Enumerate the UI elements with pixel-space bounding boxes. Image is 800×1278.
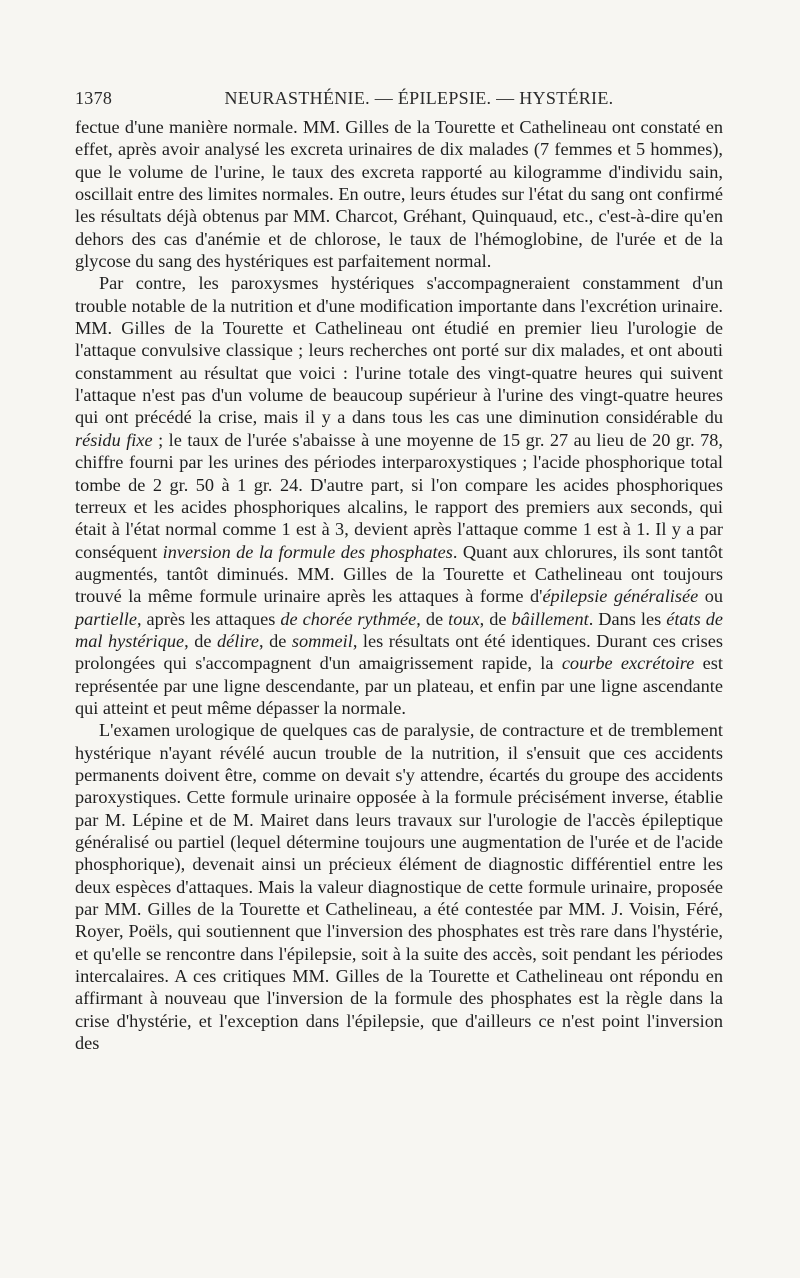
text-run: L'examen urologique de quelques cas de paralysie, de contracture et de tremblement hystérique n'ayant révélé aucun trouble de la nutrition, il s'ensuit que ces accidents permanents doivent être, comme on devait s'y attendre, écartés du groupe des accidents paroxystiques. Cette formule urinaire opposée à la formule précisément inverse, établie par M. Lépine et de M. Mairet dans leurs travaux sur l'urologie de l'accès épileptique généralisé ou partiel (lequel détermine toujours une augmentation de l'urée et de l'acide phosphorique), devenait ainsi un précieux élément de diagnostic différentiel entre les deux espèces d'attaques. Mais la valeur diagnostique de cette formule urinaire, proposée par MM. Gilles de la Tourette et Cathelineau, a été contestée par MM. J. Voisin, Féré, Royer, Poëls, qui soutiennent que l'inversion des phosphates est très rare dans l'hystérie, et qu'elle se rencontre dans l'épilepsie, soit à la suite des accès, soit pendant les périodes intercalaires. A ces critiques MM. Gilles de la Tourette et Cathelineau ont répondu en affirmant à nouveau que l'inversion de la formule des phosphates est la règle dans la crise d'hystérie, et l'exception dans l'épilepsie, que d'ailleurs ce n'est point l'inversion des (75, 720, 723, 1054)
italic-term: de chorée rythmée (280, 608, 417, 629)
italic-term: sommeil (291, 630, 353, 651)
body-text (75, 116, 723, 1054)
text-run: , de (479, 608, 512, 629)
text-run: fectue d'une manière normale. MM. Gilles de la Tourette et Cathelineau ont constaté en effet, après avoir analysé les excreta urinaires de dix malades (7 femmes et 5 hommes), que le volume de l'urine, le taux des excreta rapporté au kilogramme d'individu sain, oscillait entre des limites normales. En outre, leurs études sur l'état du sang ont confirmé les résultats déjà obtenus par MM. Charcot, Gréhant, Quinquaud, etc., c'est-à-dire qu'en dehors des cas d'anémie et de chlorose, le taux de l'hémoglobine, de l'urée et de la glycose du sang des hystériques est parfaitement normal. (75, 117, 723, 272)
paragraph (75, 116, 723, 272)
italic-term: états de mal hystérique (75, 608, 724, 651)
running-head (75, 88, 723, 114)
paragraph (75, 272, 723, 719)
italic-term: courbe excrétoire (561, 653, 695, 674)
text-run: , de (258, 630, 292, 651)
text-run: . Quant aux chlorures, ils sont tantôt augmentés, tantôt diminués. MM. Gilles de la Tourette et Cathelineau ont toujours trouvé la même formule urinaire après les attaques à forme d' (75, 541, 723, 607)
text-run: Par contre, les paroxysmes hystériques s'accompagneraient constamment d'un trouble notable de la nutrition et d'une modification importante dans l'excrétion urinaire. MM. Gilles de la Tourette et Cathelineau ont étudié en premier lieu l'urologie de l'attaque convulsive classique ; leurs recherches ont porté sur dix malades, et ont abouti constamment au résultat que voici : l'urine totale des vingt-quatre heures qui suivent l'attaque n'est pas d'un volume de beaucoup supérieur à l'urine des vingt-quatre heures qui ont précédé la crise, mais il y a dans tous les cas une diminution considérable du (75, 273, 723, 428)
italic-term: inversion de la formule des phosphates (162, 541, 453, 562)
italic-term: partielle (75, 608, 137, 629)
running-title: NEURASTHÉNIE. — ÉPILEPSIE. — HYSTÉRIE. (224, 88, 614, 108)
italic-term: bâillement (511, 608, 589, 629)
italic-term: délire (217, 630, 259, 651)
paragraph (75, 719, 723, 1054)
italic-term: résidu fixe (75, 429, 153, 450)
text-run: est représentée par une ligne descendante, par un plateau, et enfin par une ligne ascendante qui atteint et peut même dépasser la normale. (75, 653, 723, 718)
text-run: , les résultats ont été identiques. Durant ces crises prolongées qui s'accompagnent d'un amaigrissement rapide, la (75, 630, 724, 674)
text-run: ou (698, 586, 724, 607)
text-run: ; le taux de l'urée s'abaisse à une moyenne de 15 gr. 27 au lieu de 20 gr. 78, chiffre fourni par les urines des périodes interparoxystiques ; l'acide phosphorique total tombe de 2 gr. 50 à 1 gr. 24. D'autre part, si l'on compare les acides phosphoriques terreux et les acides phosphoriques alcalins, le rapport des premiers aux seconds, qui était à l'état normal comme 1 est à 3, devient après l'attaque comme 1 est à 1. Il y a par conséquent (75, 429, 723, 562)
text-run: , de (184, 630, 218, 651)
italic-term: épilepsie généralisée (542, 586, 699, 607)
text-run: , de (416, 608, 449, 629)
text-run: , après les attaques (136, 608, 281, 629)
italic-term: toux (448, 608, 480, 629)
text-run: . Dans les (588, 608, 667, 629)
page-number: 1378 (75, 88, 113, 108)
